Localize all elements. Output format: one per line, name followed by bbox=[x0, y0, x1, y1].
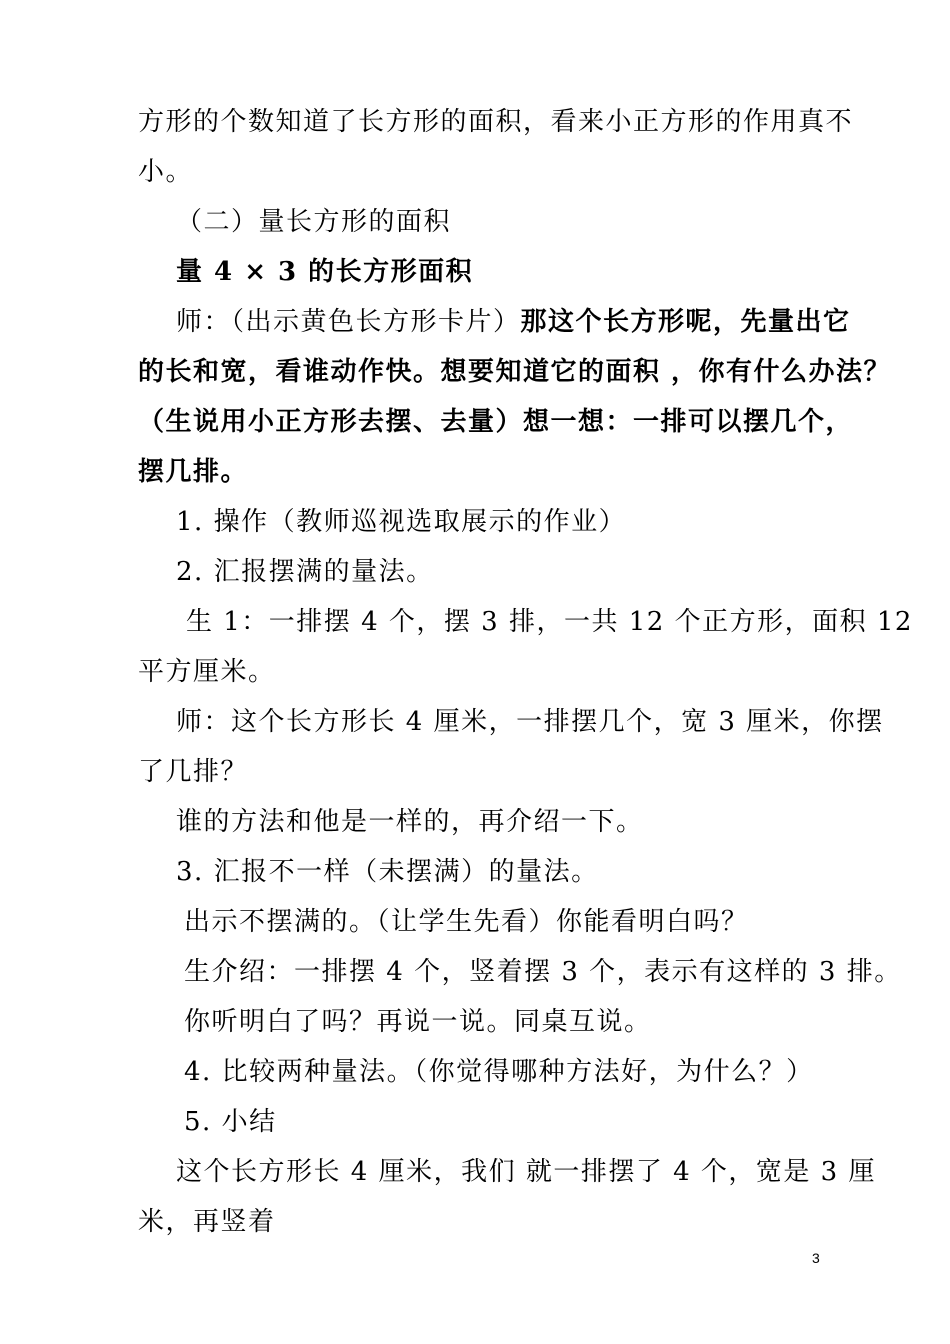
subheading: 量 4 × 3 的长方形面积 bbox=[176, 257, 474, 287]
summary-text: 这个长方形长 4 厘米，我们 就一排摆了 4 个，宽是 3 厘 bbox=[176, 1157, 876, 1187]
text-line-17: 出示不摆满的。（让学生先看）你能看明白吗？ bbox=[184, 907, 749, 937]
text-line-14: 了几排？ bbox=[138, 757, 249, 787]
student-answer-1: 生 1：一排摆 4 个，摆 3 排，一共 12 个正方形，面积 12 bbox=[186, 607, 913, 637]
text-line-23: 米，再竖着 bbox=[138, 1207, 276, 1237]
list-item-report-partial: 3. 汇报不一样（未摆满）的量法。 bbox=[176, 857, 599, 887]
page-number: 3 bbox=[812, 1250, 820, 1266]
list-item-operation: 1. 操作（教师巡视选取展示的作业） bbox=[176, 507, 627, 537]
list-item-summary: 5. 小结 bbox=[184, 1107, 277, 1137]
text-line-15: 谁的方法和他是一样的，再介绍一下。 bbox=[176, 807, 644, 837]
text-line-19: 你听明白了吗？再说一说。同桌互说。 bbox=[184, 1007, 652, 1037]
text-line-8: 摆几排。 bbox=[138, 457, 249, 487]
list-item-compare: 4. 比较两种量法。（你觉得哪种方法好，为什么？） bbox=[184, 1057, 814, 1087]
text-line-7: （生说用小正方形去摆、去量）想一想：一排可以摆几个， bbox=[138, 407, 854, 437]
text-line-12: 平方厘米。 bbox=[138, 657, 276, 687]
teacher-line: 师：这个长方形长 4 厘米，一排摆几个，宽 3 厘米，你摆 bbox=[176, 707, 884, 737]
text-line-2: 小。 bbox=[138, 157, 194, 187]
section-heading: （二）量长方形的面积 bbox=[176, 207, 452, 237]
text-line-1: 方形的个数知道了长方形的面积，看来小正方形的作用真不 bbox=[138, 107, 854, 137]
text-line-5 bbox=[176, 306, 851, 338]
teacher-question: 那这个长方形呢，先量出它 bbox=[520, 307, 851, 337]
text-line-6: 的长和宽，看谁动作快。想要知道它的面积 ，你有什么办法？ bbox=[138, 357, 892, 387]
teacher-prompt: 师：（出示黄色长方形卡片） bbox=[176, 307, 521, 337]
student-introduction: 生介绍：一排摆 4 个，竖着摆 3 个，表示有这样的 3 排。 bbox=[184, 957, 902, 987]
list-item-report-full: 2. 汇报摆满的量法。 bbox=[176, 557, 434, 587]
